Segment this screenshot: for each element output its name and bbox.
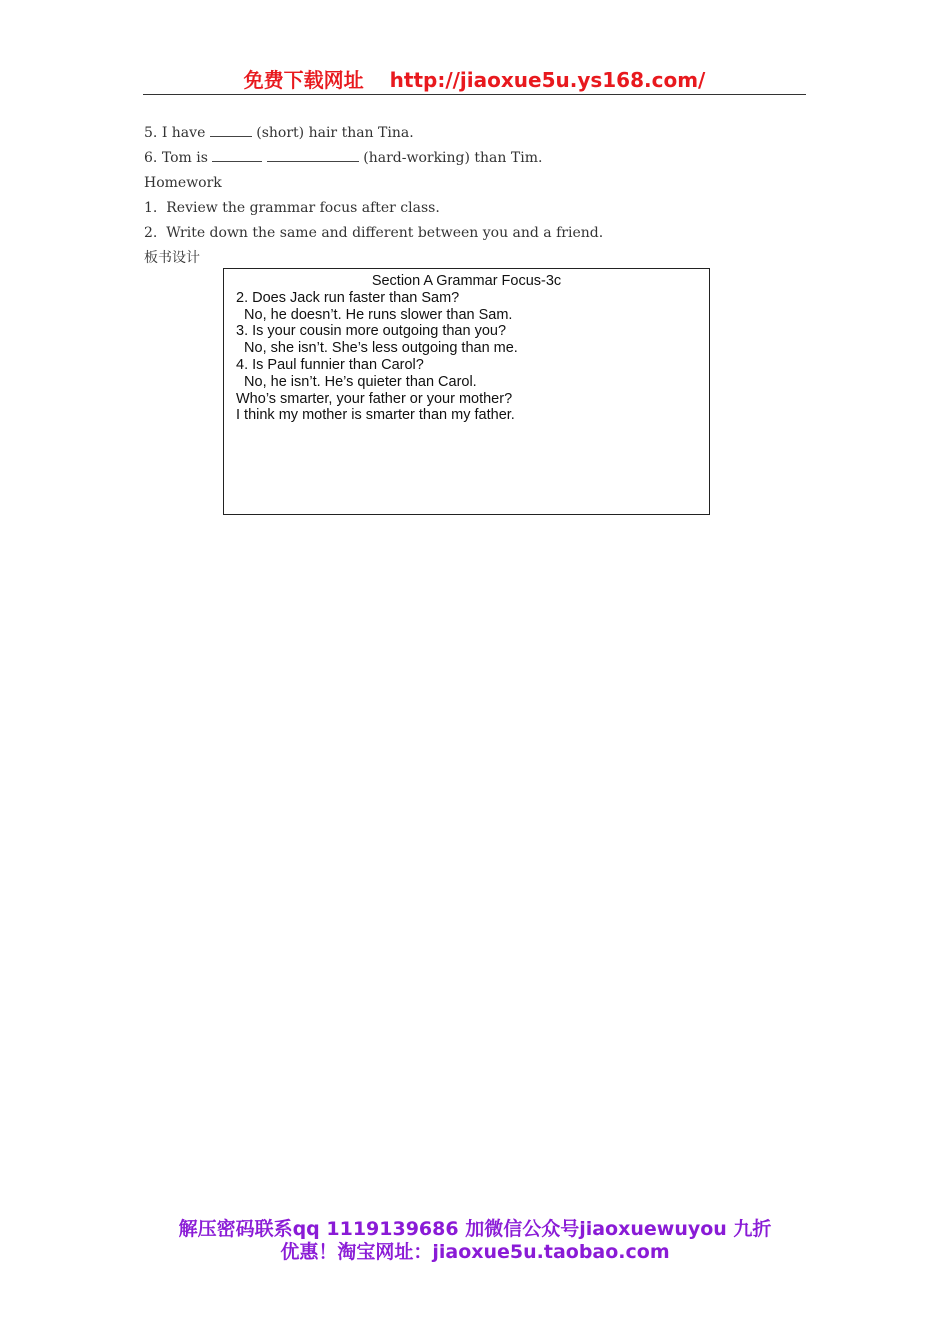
board-line: No, he isn’t. He’s quieter than Carol. bbox=[236, 373, 477, 390]
answer-blank[interactable] bbox=[212, 147, 262, 162]
exercise-text-after: (hard-working) than Tim. bbox=[363, 150, 543, 166]
exercise-number: 5. bbox=[144, 125, 158, 141]
board-title: Section A Grammar Focus-3c bbox=[371, 273, 562, 289]
board-design-heading: 板书设计 bbox=[144, 250, 200, 266]
answer-blank[interactable] bbox=[210, 122, 252, 137]
page-header bbox=[143, 66, 806, 95]
header-url-link[interactable]: http://jiaoxue5u.ys168.com/ bbox=[389, 68, 706, 92]
board-line: I think my mother is smarter than my father. bbox=[236, 407, 515, 424]
homework-heading: Homework bbox=[144, 175, 222, 191]
answer-blank[interactable] bbox=[267, 147, 359, 162]
homework-item-1 bbox=[144, 196, 603, 221]
board-line: No, she isn’t. She’s less outgoing than me. bbox=[236, 340, 518, 357]
worksheet-body bbox=[144, 121, 603, 271]
footer-line-2: 优惠！淘宝网址：jiaoxue5u.taobao.com bbox=[280, 1241, 670, 1263]
footer-line-1: 解压密码联系qq 1119139686 加微信公众号jiaoxuewuyou 九折 bbox=[178, 1218, 772, 1240]
board-line: 3. Is your cousin more outgoing than you? bbox=[236, 323, 507, 340]
exercise-text-before: I have bbox=[161, 125, 206, 141]
exercise-text-after: (short) hair than Tina. bbox=[256, 125, 414, 141]
page-footer bbox=[0, 1218, 950, 1264]
board-line: 2. Does Jack run faster than Sam? bbox=[236, 289, 460, 306]
exercise-item-5 bbox=[144, 121, 603, 146]
board-line: Who’s smarter, your father or your mother? bbox=[236, 390, 513, 407]
exercise-item-6 bbox=[144, 146, 603, 171]
homework-text: Write down the same and different between you and a friend. bbox=[166, 225, 604, 241]
board-line: 4. Is Paul funnier than Carol? bbox=[236, 356, 424, 373]
exercise-number: 6. bbox=[144, 150, 158, 166]
board-design-box bbox=[223, 268, 710, 515]
homework-text: Review the grammar focus after class. bbox=[166, 200, 440, 216]
board-line: No, he doesn’t. He runs slower than Sam. bbox=[236, 306, 513, 323]
homework-number: 1. bbox=[144, 200, 158, 216]
exercise-text-before: Tom is bbox=[161, 150, 208, 166]
homework-item-2 bbox=[144, 221, 603, 246]
header-label: 免费下载网址 bbox=[243, 68, 364, 92]
homework-number: 2. bbox=[144, 225, 158, 241]
